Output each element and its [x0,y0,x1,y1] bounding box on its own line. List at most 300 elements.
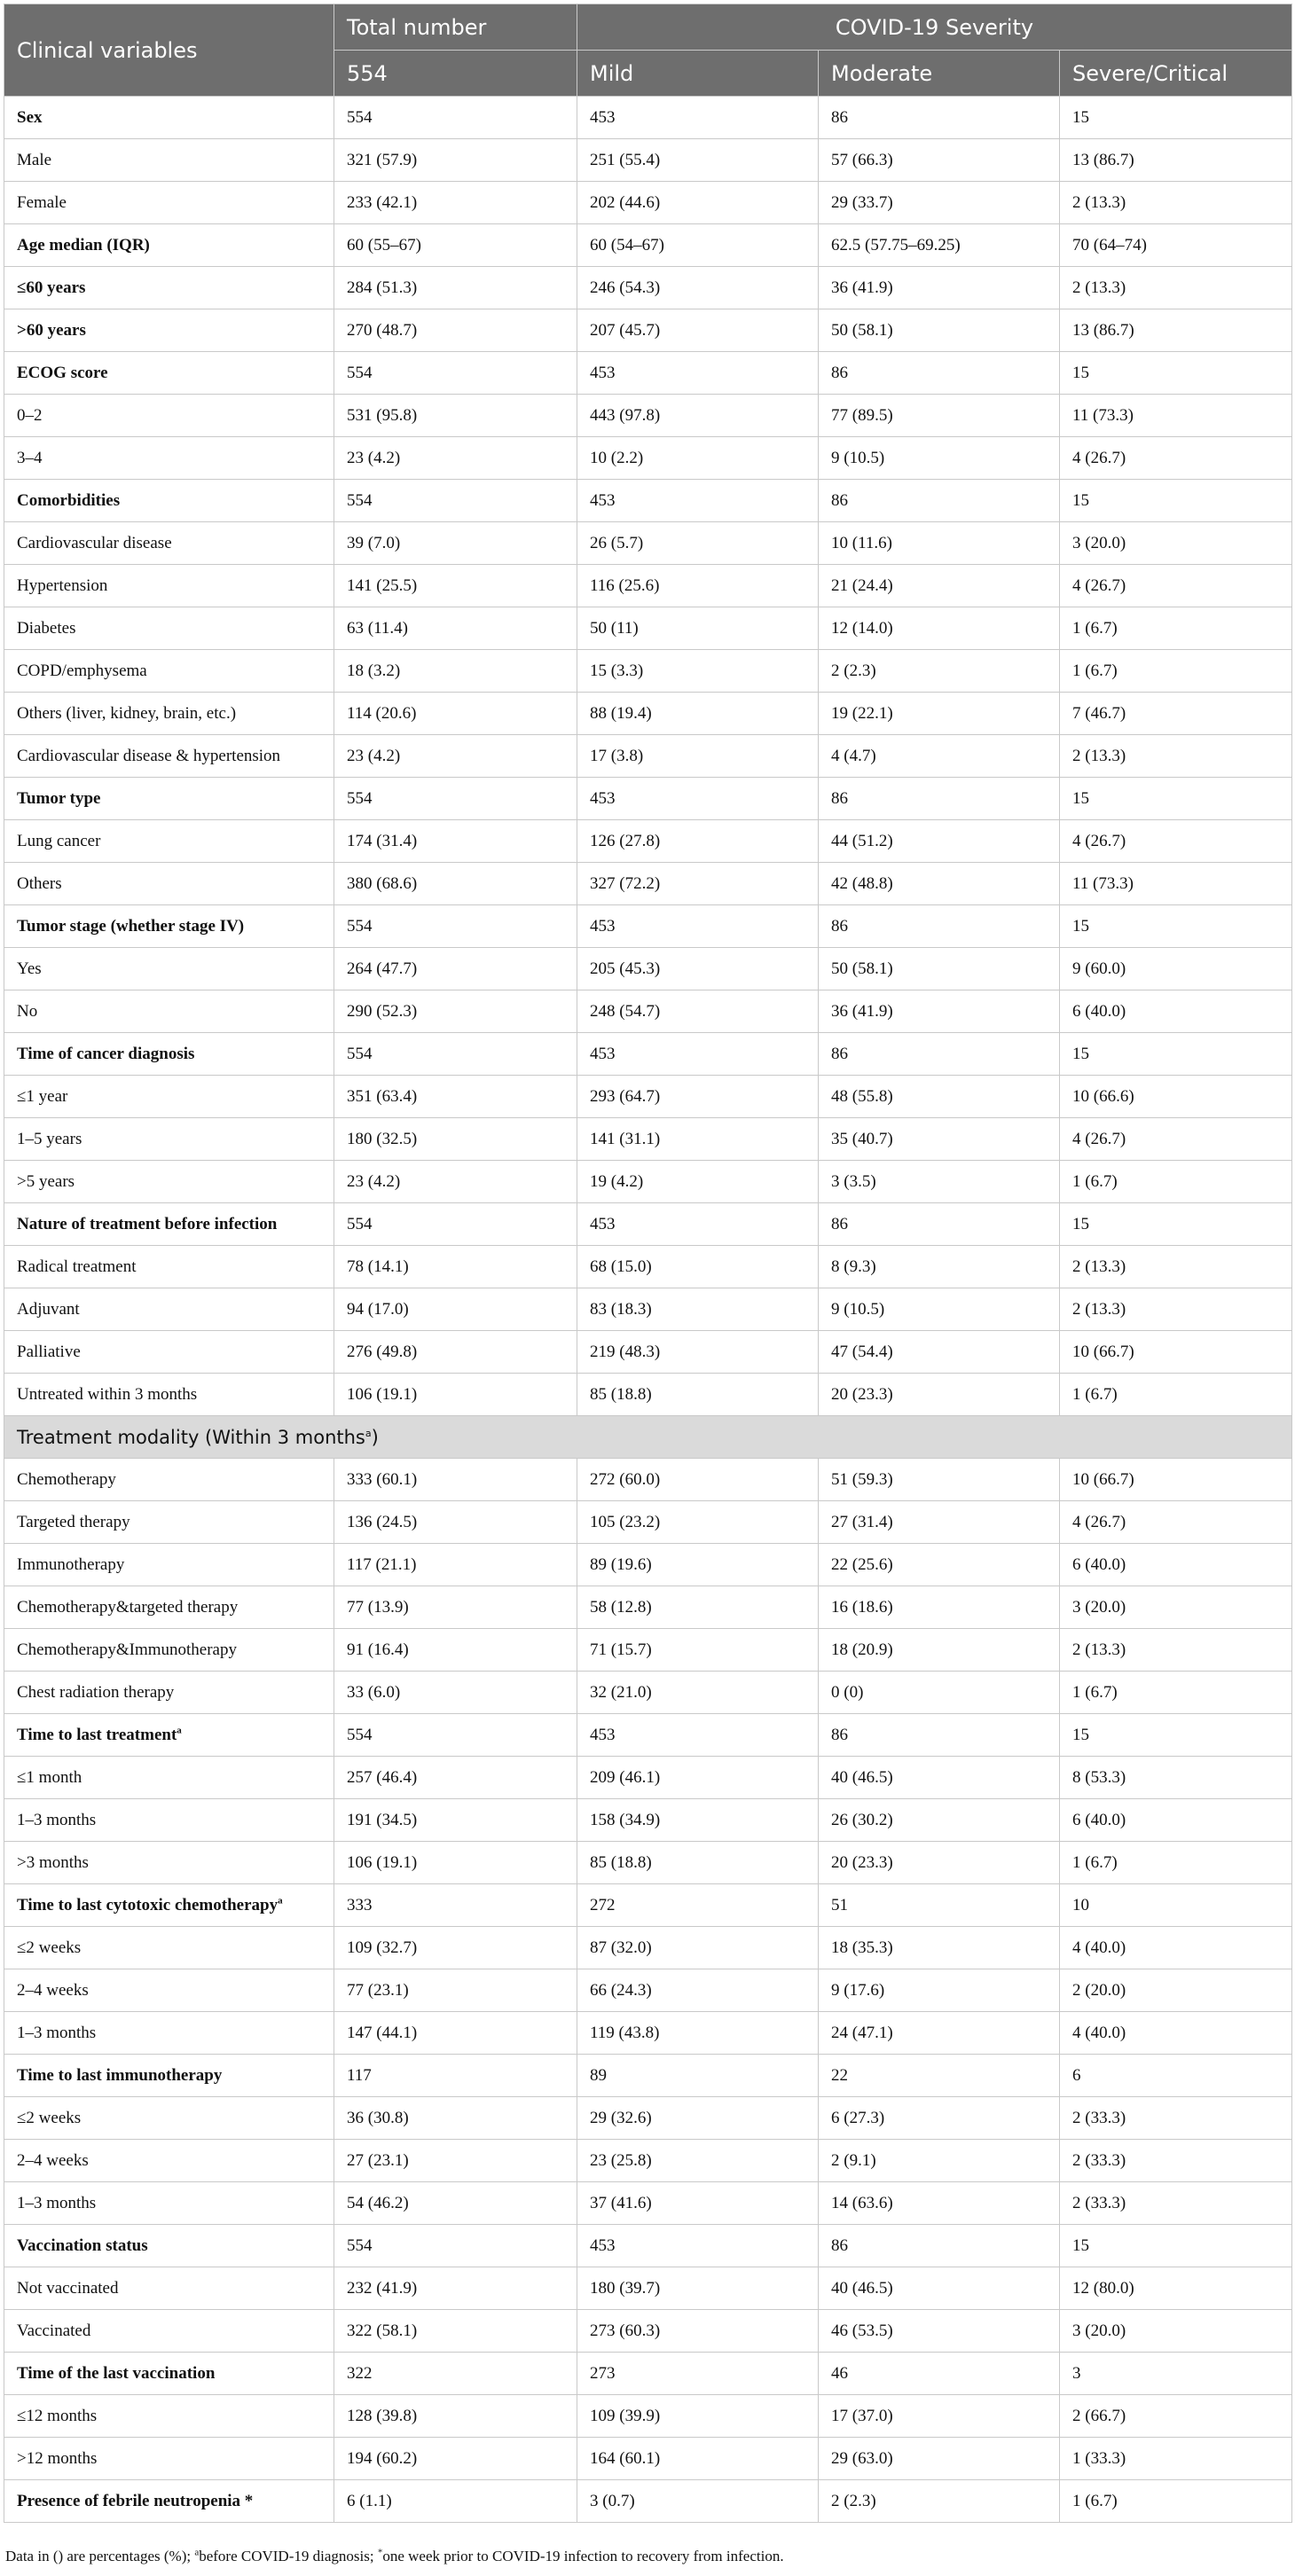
table-row [4,2353,1292,2395]
row-label [4,778,334,820]
cell-moderate: 77 (89.5) [819,395,1060,437]
cell-total: 27 (23.1) [334,2140,577,2182]
table-row [4,522,1292,565]
footnote-part-1: Data in () are percentages (%); [5,2548,195,2564]
cell-mild: 453 [577,1203,819,1246]
row-label [4,1757,334,1799]
cell-moderate: 24 (47.1) [819,2012,1060,2055]
row-label-text: ≤60 years [17,278,86,297]
cell-severe-critical: 3 (20.0) [1060,2310,1292,2353]
table-row [4,905,1292,948]
cell-moderate: 51 [819,1884,1060,1927]
cell-total: 141 (25.5) [334,565,577,607]
row-label [4,650,334,693]
row-label-text: 2–4 weeks [17,2150,89,2170]
row-label-text: Female [17,192,67,212]
cell-severe-critical: 15 [1060,1203,1292,1246]
table-row [4,1969,1292,2012]
footnote-part-2: before COVID-19 diagnosis; [199,2548,378,2564]
cell-severe-critical: 15 [1060,97,1292,139]
row-label [4,224,334,267]
table-row [4,2480,1292,2523]
cell-total: 554 [334,1714,577,1757]
cell-total: 54 (46.2) [334,2182,577,2225]
row-label-text: Time of the last vaccination [17,2363,216,2383]
cell-total: 109 (32.7) [334,1927,577,1969]
row-label [4,1714,334,1757]
table-row [4,1118,1292,1161]
row-label [4,2267,334,2310]
row-label-text: Presence of febrile neutropenia * [17,2491,254,2510]
cell-mild: 58 (12.8) [577,1586,819,1629]
table-row [4,2012,1292,2055]
row-label-text: Male [17,150,52,169]
row-label [4,1459,334,1501]
cell-moderate: 47 (54.4) [819,1331,1060,1374]
cell-severe-critical: 1 (6.7) [1060,1161,1292,1203]
cell-total: 194 (60.2) [334,2438,577,2480]
cell-severe-critical: 3 (20.0) [1060,522,1292,565]
section-row [4,1416,1292,1459]
cell-mild: 105 (23.2) [577,1501,819,1544]
row-label [4,267,334,309]
cell-moderate: 40 (46.5) [819,2267,1060,2310]
cell-moderate: 10 (11.6) [819,522,1060,565]
cell-total: 60 (55–67) [334,224,577,267]
row-label-text: ECOG score [17,363,108,382]
row-label [4,2225,334,2267]
row-label-text: ≤12 months [17,2406,98,2425]
cell-severe-critical: 13 (86.7) [1060,139,1292,182]
table-row [4,990,1292,1033]
row-label [4,990,334,1033]
cell-total: 333 [334,1884,577,1927]
table-row [4,1714,1292,1757]
cell-mild: 205 (45.3) [577,948,819,990]
table-row [4,2055,1292,2097]
cell-severe-critical: 10 (66.7) [1060,1459,1292,1501]
cell-moderate: 8 (9.3) [819,1246,1060,1288]
table-row [4,1161,1292,1203]
cell-mild: 60 (54–67) [577,224,819,267]
cell-severe-critical: 1 (6.7) [1060,1672,1292,1714]
table-row [4,1288,1292,1331]
cell-moderate: 29 (33.7) [819,182,1060,224]
footnote-part-3: one week prior to COVID-19 infection to recovery from infection. [382,2548,784,2564]
row-label [4,2182,334,2225]
cell-mild: 202 (44.6) [577,182,819,224]
row-label [4,1331,334,1374]
footnote-sup-star: * [377,2547,383,2558]
table-row [4,1203,1292,1246]
table-row [4,1246,1292,1288]
cell-mild: 10 (2.2) [577,437,819,480]
cell-total: 23 (4.2) [334,437,577,480]
cell-moderate: 86 [819,2225,1060,2267]
cell-severe-critical: 10 (66.6) [1060,1076,1292,1118]
row-label-text: 3–4 [17,448,43,467]
cell-total: 77 (13.9) [334,1586,577,1629]
table-row [4,948,1292,990]
cell-total: 554 [334,1033,577,1076]
cell-mild: 126 (27.8) [577,820,819,863]
cell-moderate: 20 (23.3) [819,1374,1060,1416]
cell-severe-critical: 11 (73.3) [1060,395,1292,437]
cell-severe-critical: 15 [1060,1714,1292,1757]
table-row [4,2395,1292,2438]
table-row [4,1842,1292,1884]
row-label-text: Tumor stage (whether stage IV) [17,916,245,936]
cell-total: 351 (63.4) [334,1076,577,1118]
table-row [4,1076,1292,1118]
cell-moderate: 86 [819,480,1060,522]
cell-severe-critical: 10 (66.7) [1060,1331,1292,1374]
cell-mild: 453 [577,97,819,139]
cell-moderate: 86 [819,1033,1060,1076]
cell-severe-critical: 6 (40.0) [1060,1544,1292,1586]
row-label [4,1672,334,1714]
cell-mild: 248 (54.7) [577,990,819,1033]
cell-moderate: 18 (35.3) [819,1927,1060,1969]
row-label [4,820,334,863]
row-label [4,2480,334,2523]
row-label [4,607,334,650]
table-row [4,97,1292,139]
cell-total: 276 (49.8) [334,1331,577,1374]
cell-total: 117 [334,2055,577,2097]
cell-moderate: 19 (22.1) [819,693,1060,735]
table-row [4,863,1292,905]
cell-mild: 26 (5.7) [577,522,819,565]
row-label-text: ≤2 weeks [17,2108,82,2127]
row-label-text: >12 months [17,2448,98,2468]
cell-total: 554 [334,97,577,139]
cell-mild: 66 (24.3) [577,1969,819,2012]
cell-total: 554 [334,352,577,395]
row-label [4,1586,334,1629]
cell-total: 23 (4.2) [334,735,577,778]
row-label [4,1884,334,1927]
cell-severe-critical: 4 (26.7) [1060,1501,1292,1544]
cell-mild: 272 [577,1884,819,1927]
table-row [4,139,1292,182]
cell-severe-critical: 6 [1060,2055,1292,2097]
row-label-text: Age median (IQR) [17,235,150,254]
table-row [4,650,1292,693]
cell-total: 232 (41.9) [334,2267,577,2310]
table-row [4,1501,1292,1544]
cell-total: 78 (14.1) [334,1246,577,1288]
row-label [4,1203,334,1246]
cell-mild: 68 (15.0) [577,1246,819,1288]
cell-severe-critical: 4 (40.0) [1060,2012,1292,2055]
header-total-number: Total number [334,4,577,51]
cell-severe-critical: 3 (20.0) [1060,1586,1292,1629]
row-label [4,1161,334,1203]
cell-mild: 293 (64.7) [577,1076,819,1118]
row-label-text: ≤1 year [17,1086,68,1106]
section-label-sup: a [365,1427,372,1439]
cell-total: 174 (31.4) [334,820,577,863]
row-label [4,182,334,224]
cell-moderate: 20 (23.3) [819,1842,1060,1884]
cell-total: 106 (19.1) [334,1374,577,1416]
cell-moderate: 29 (63.0) [819,2438,1060,2480]
table-row [4,1927,1292,1969]
cell-mild: 141 (31.1) [577,1118,819,1161]
cell-severe-critical: 2 (13.3) [1060,267,1292,309]
table-row [4,224,1292,267]
cell-total: 91 (16.4) [334,1629,577,1672]
cell-severe-critical: 2 (66.7) [1060,2395,1292,2438]
cell-moderate: 12 (14.0) [819,607,1060,650]
cell-moderate: 9 (10.5) [819,1288,1060,1331]
cell-mild: 17 (3.8) [577,735,819,778]
cell-moderate: 18 (20.9) [819,1629,1060,1672]
row-label-text: Radical treatment [17,1257,137,1276]
cell-mild: 219 (48.3) [577,1331,819,1374]
row-label [4,1544,334,1586]
row-label-text: >3 months [17,1852,89,1872]
cell-total: 264 (47.7) [334,948,577,990]
row-label [4,2353,334,2395]
row-label-text: Comorbidities [17,490,121,510]
row-label-text: Others (liver, kidney, brain, etc.) [17,703,237,723]
row-label [4,2012,334,2055]
table-row [4,437,1292,480]
table-row [4,1672,1292,1714]
row-label-text: Diabetes [17,618,76,638]
cell-mild: 158 (34.9) [577,1799,819,1842]
cell-total: 106 (19.1) [334,1842,577,1884]
row-label [4,437,334,480]
header-clinical-variables: Clinical variables [4,4,334,97]
cell-moderate: 6 (27.3) [819,2097,1060,2140]
cell-mild: 15 (3.3) [577,650,819,693]
cell-total: 63 (11.4) [334,607,577,650]
cell-mild: 32 (21.0) [577,1672,819,1714]
cell-severe-critical: 70 (64–74) [1060,224,1292,267]
cell-moderate: 2 (2.3) [819,2480,1060,2523]
row-label [4,352,334,395]
cell-severe-critical: 12 (80.0) [1060,2267,1292,2310]
cell-severe-critical: 2 (33.3) [1060,2140,1292,2182]
row-label-text: No [17,1001,38,1021]
cell-severe-critical: 2 (20.0) [1060,1969,1292,2012]
section-label-end: ) [371,1426,379,1448]
table-row [4,820,1292,863]
cell-mild: 116 (25.6) [577,565,819,607]
row-label-text: Chest radiation therapy [17,1682,175,1702]
cell-moderate: 62.5 (57.75–69.25) [819,224,1060,267]
cell-mild: 88 (19.4) [577,693,819,735]
cell-moderate: 26 (30.2) [819,1799,1060,1842]
row-label [4,735,334,778]
cell-severe-critical: 1 (6.7) [1060,1374,1292,1416]
cell-severe-critical: 15 [1060,2225,1292,2267]
cell-moderate: 42 (48.8) [819,863,1060,905]
row-label [4,1118,334,1161]
row-label [4,1246,334,1288]
cell-severe-critical: 1 (6.7) [1060,650,1292,693]
cell-mild: 273 (60.3) [577,2310,819,2353]
cell-total: 554 [334,905,577,948]
row-label [4,1501,334,1544]
row-label [4,565,334,607]
cell-total: 554 [334,1203,577,1246]
header-covid-severity: COVID-19 Severity [577,4,1292,51]
row-label [4,309,334,352]
table-row [4,2182,1292,2225]
cell-total: 18 (3.2) [334,650,577,693]
cell-moderate: 2 (2.3) [819,650,1060,693]
cell-total: 117 (21.1) [334,1544,577,1586]
cell-total: 290 (52.3) [334,990,577,1033]
cell-mild: 164 (60.1) [577,2438,819,2480]
header-total-value: 554 [334,51,577,97]
row-label [4,395,334,437]
cell-mild: 327 (72.2) [577,863,819,905]
cell-moderate: 14 (63.6) [819,2182,1060,2225]
cell-severe-critical: 4 (26.7) [1060,565,1292,607]
cell-severe-critical: 6 (40.0) [1060,1799,1292,1842]
cell-total: 23 (4.2) [334,1161,577,1203]
table-row [4,2225,1292,2267]
row-label [4,1842,334,1884]
cell-total: 380 (68.6) [334,863,577,905]
cell-moderate: 86 [819,1714,1060,1757]
footnote-sup-a: a [194,2547,200,2558]
cell-total: 36 (30.8) [334,2097,577,2140]
cell-mild: 71 (15.7) [577,1629,819,1672]
cell-total: 6 (1.1) [334,2480,577,2523]
cell-moderate: 4 (4.7) [819,735,1060,778]
row-label-text: ≤2 weeks [17,1938,82,1957]
row-label [4,2310,334,2353]
cell-mild: 37 (41.6) [577,2182,819,2225]
row-label-sup: a [278,1895,283,1907]
cell-mild: 453 [577,480,819,522]
cell-severe-critical: 2 (13.3) [1060,182,1292,224]
row-label-text: Cardiovascular disease & hypertension [17,746,281,765]
table-row [4,778,1292,820]
cell-moderate: 22 (25.6) [819,1544,1060,1586]
cell-total: 33 (6.0) [334,1672,577,1714]
row-label-text: Time to last immunotherapy [17,2065,223,2085]
cell-moderate: 16 (18.6) [819,1586,1060,1629]
row-label-text: Immunotherapy [17,1554,125,1574]
cell-moderate: 46 [819,2353,1060,2395]
cell-total: 128 (39.8) [334,2395,577,2438]
table-row [4,1799,1292,1842]
cell-severe-critical: 15 [1060,480,1292,522]
row-label [4,863,334,905]
cell-total: 284 (51.3) [334,267,577,309]
cell-severe-critical: 2 (13.3) [1060,1629,1292,1672]
table-row [4,2438,1292,2480]
cell-mild: 89 (19.6) [577,1544,819,1586]
cell-moderate: 36 (41.9) [819,990,1060,1033]
row-label-text: COPD/emphysema [17,661,147,680]
row-label-text: Targeted therapy [17,1512,130,1531]
cell-severe-critical: 1 (6.7) [1060,1842,1292,1884]
row-label [4,1076,334,1118]
cell-moderate: 51 (59.3) [819,1459,1060,1501]
cell-mild: 87 (32.0) [577,1927,819,1969]
table-footnote [5,2548,1291,2565]
cell-total: 94 (17.0) [334,1288,577,1331]
row-label-text: Time of cancer diagnosis [17,1044,195,1063]
cell-severe-critical: 15 [1060,352,1292,395]
section-label [4,1416,1292,1459]
table-row [4,1586,1292,1629]
cell-total: 39 (7.0) [334,522,577,565]
row-label-text: Vaccinated [17,2321,91,2340]
cell-moderate: 22 [819,2055,1060,2097]
cell-moderate: 86 [819,905,1060,948]
row-label-sup: a [177,1725,182,1736]
cell-total: 147 (44.1) [334,2012,577,2055]
cell-severe-critical: 2 (13.3) [1060,1288,1292,1331]
table-header [4,4,1292,97]
cell-moderate: 86 [819,778,1060,820]
cell-moderate: 86 [819,352,1060,395]
row-label-text: Time to last treatment [17,1725,177,1744]
table-row [4,1374,1292,1416]
cell-total: 233 (42.1) [334,182,577,224]
table-row [4,693,1292,735]
row-label-text: Chemotherapy&targeted therapy [17,1597,239,1617]
row-label-text: Lung cancer [17,831,101,850]
table-row [4,2140,1292,2182]
cell-severe-critical: 15 [1060,1033,1292,1076]
row-label-text: Adjuvant [17,1299,80,1319]
cell-severe-critical: 15 [1060,778,1292,820]
cell-total: 333 (60.1) [334,1459,577,1501]
cell-severe-critical: 4 (26.7) [1060,820,1292,863]
table-row [4,1757,1292,1799]
cell-total: 322 (58.1) [334,2310,577,2353]
cell-moderate: 9 (10.5) [819,437,1060,480]
table-row [4,1459,1292,1501]
row-label-text: >5 years [17,1171,75,1191]
cell-moderate: 9 (17.6) [819,1969,1060,2012]
cell-severe-critical: 4 (40.0) [1060,1927,1292,1969]
cell-mild: 23 (25.8) [577,2140,819,2182]
cell-moderate: 48 (55.8) [819,1076,1060,1118]
cell-severe-critical: 9 (60.0) [1060,948,1292,990]
cell-total: 554 [334,480,577,522]
cell-moderate: 3 (3.5) [819,1161,1060,1203]
table-row [4,735,1292,778]
cell-mild: 453 [577,1714,819,1757]
row-label-text: ≤1 month [17,1767,82,1787]
cell-moderate: 46 (53.5) [819,2310,1060,2353]
cell-moderate: 2 (9.1) [819,2140,1060,2182]
row-label-text: Others [17,873,62,893]
cell-mild: 453 [577,1033,819,1076]
row-label [4,1927,334,1969]
row-label [4,1288,334,1331]
table-row [4,395,1292,437]
cell-total: 180 (32.5) [334,1118,577,1161]
row-label-text: Chemotherapy [17,1469,116,1489]
row-label-text: Tumor type [17,788,101,808]
row-label [4,1033,334,1076]
row-label-text: Cardiovascular disease [17,533,172,552]
row-label-text: 1–3 months [17,2023,97,2042]
row-label [4,1629,334,1672]
